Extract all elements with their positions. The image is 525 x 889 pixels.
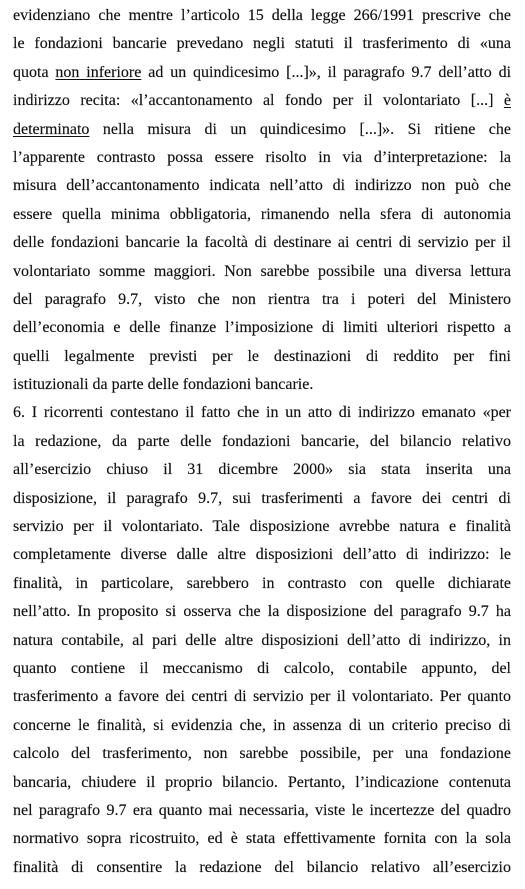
text-run: finalità, in particolare, sarebbero in contrasto con quelle dichiarate (13, 574, 511, 592)
text-line (13, 201, 511, 229)
text-run: le fondazioni bancarie prevedano negli statuti il trasferimento di «una (13, 35, 511, 53)
text-run: nella misura di un quindicesimo [...]». Si ritiene che (89, 120, 511, 138)
text-run: essere quella minima obbligatoria, rimanendo nella sfera di autonomia (13, 205, 511, 223)
text-line (13, 712, 511, 740)
text-run: bancaria, chiudere il proprio bilancio. Pertanto, l’indicazione contenuta (13, 773, 511, 791)
text-run: dell’economia e delle finanze l’imposizione di limiti ulteriori rispetto a (13, 319, 511, 337)
text-line (13, 456, 511, 484)
text-run: indirizzo recita: «l’accantonamento al fondo per il volontariato [...] (13, 92, 504, 110)
text-run: misura dell’accantonamento indicata nell’atto di indirizzo non può che (13, 177, 511, 195)
body-text (13, 2, 511, 882)
text-line (13, 30, 511, 58)
text-run: delle fondazioni bancarie la facoltà di destinare ai centri di servizio per il (13, 234, 511, 252)
text-run: 6. I ricorrenti contestano il fatto che in un atto di indirizzo emanato «per (13, 404, 511, 422)
text-line (13, 797, 511, 825)
text-run: completamente diverse dalle altre disposizioni dell’atto di indirizzo: le (13, 546, 511, 564)
text-run: finalità di consentire la redazione del bilancio relativo all’esercizio (13, 858, 511, 876)
text-line (13, 627, 511, 655)
text-run: all’esercizio chiuso il 31 dicembre 2000» sia stata inserita una (13, 461, 511, 479)
text-run: volontariato somme maggiori. Non sarebbe possibile una diversa lettura (13, 262, 511, 280)
text-line (13, 343, 511, 371)
text-run: nell’atto. In proposito si osserva che la disposizione del paragrafo 9.7 ha (13, 603, 511, 621)
text-run: calcolo del trasferimento, non sarebbe possibile, per una fondazione (13, 745, 511, 763)
text-run: evidenziano che mentre l’articolo 15 della legge 266/1991 prescrive che (13, 7, 511, 24)
text-run: nel paragrafo 9.7 era quanto mai necessaria, viste le incertezze del quadro (13, 801, 511, 819)
text-line (13, 740, 511, 768)
text-line (13, 598, 511, 626)
text-run: ad un quindicesimo [...]», il paragrafo 9.7 dell’atto di (141, 63, 511, 81)
text-run: disposizione, il paragrafo 9.7, sui trasferimenti a favore dei centri di (13, 489, 511, 507)
text-line (13, 854, 511, 882)
text-run: la redazione, da parte delle fondazioni bancarie, del bilancio relativo (13, 432, 511, 450)
text-run: l’apparente contrasto possa essere risolto in via d’interpretazione: la (13, 148, 511, 166)
text-line (13, 541, 511, 569)
text-run: quelli legalmente previsti per le destinazioni di reddito per fini (13, 347, 511, 365)
text-line (13, 683, 511, 711)
text-line (13, 172, 511, 200)
text-line (13, 258, 511, 286)
text-line (13, 2, 511, 30)
text-line (13, 570, 511, 598)
text-line (13, 485, 511, 513)
text-line (13, 399, 511, 427)
text-run: del paragrafo 9.7, visto che non rientra tra i poteri del Ministero (13, 290, 511, 308)
text-run: natura contabile, al pari delle altre disposizioni dell’atto di indirizzo, in (13, 631, 511, 649)
text-line (13, 314, 511, 342)
text-line (13, 87, 511, 115)
text-run: concerne le finalità, si evidenzia che, in assenza di un criterio preciso di (13, 716, 511, 734)
text-run: quanto contiene il meccanismo di calcolo, contabile appunto, del (13, 659, 511, 677)
text-line (13, 428, 511, 456)
text-run: normativo sopra ricostruito, ed è stata effettivamente fornita con la sola (13, 830, 511, 848)
text-line (13, 229, 511, 257)
underlined-text: non inferiore (55, 63, 142, 81)
text-line (13, 825, 511, 853)
text-line (13, 59, 511, 87)
text-line (13, 769, 511, 797)
underlined-text: è (503, 92, 511, 110)
text-run: servizio per il volontariato. Tale disposizione avrebbe natura e finalità (13, 518, 511, 536)
text-line (13, 655, 511, 683)
text-line (13, 144, 511, 172)
text-run: trasferimento a favore dei centri di servizio per il volontariato. Per quanto (13, 688, 511, 706)
text-line (13, 116, 511, 144)
text-line (13, 286, 511, 314)
text-line (13, 371, 511, 399)
underlined-text: determinato (13, 120, 90, 138)
text-run: istituzionali da parte delle fondazioni bancarie. (13, 376, 314, 394)
text-line (13, 513, 511, 541)
text-run: quota (13, 63, 56, 81)
